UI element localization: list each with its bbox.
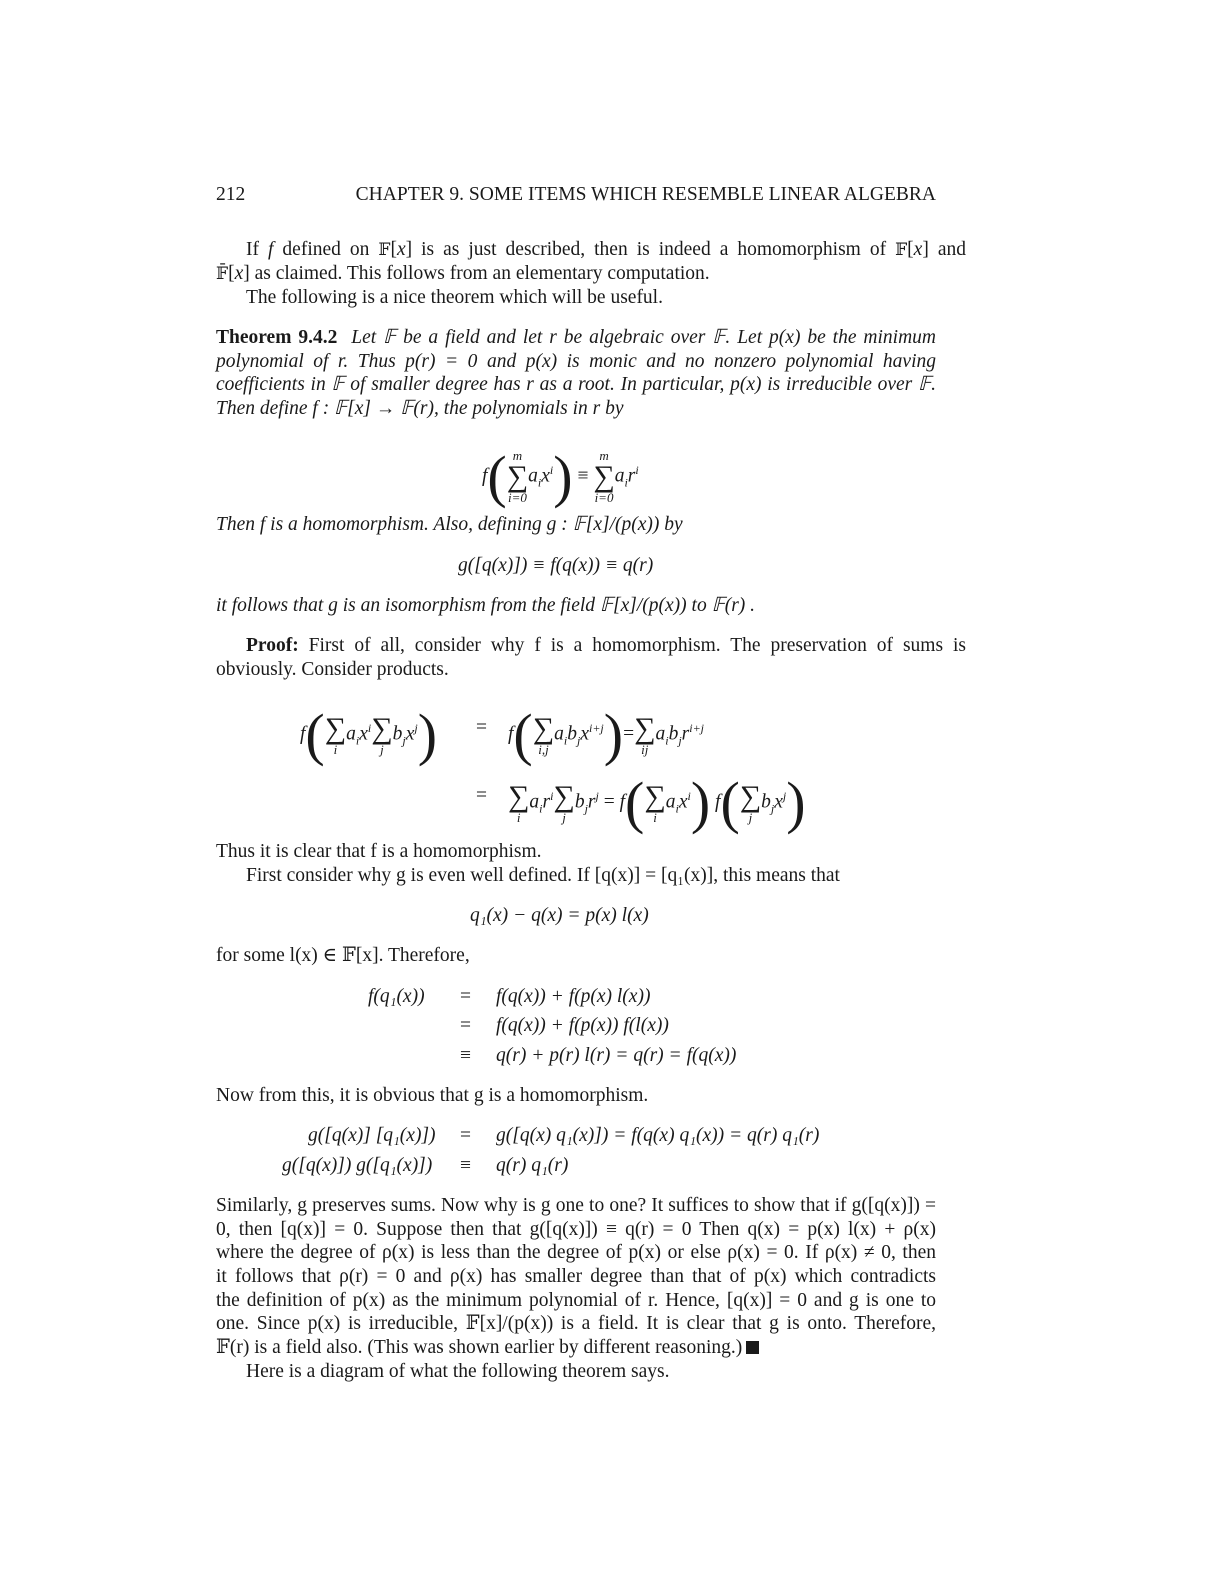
para-line-7: 𝔽(r) is a field also. (This was shown earlier by different reasoning.) [216,1336,936,1360]
equals-sign: = [460,986,471,1007]
equation-g-definition: g([q(x)]) ≡ f(q(x)) ≡ q(r) [458,555,654,576]
eq4-rhs-2: f(q(x)) + f(p(x)) f(l(x)) [496,1015,669,1036]
eq5-rhs-1: g([q(x) q₁(x)]) = f(q(x) q₁(x)) = q(r) q₁(r) [496,1125,820,1146]
theorem-line-6: it follows that g is an isomorphism from the field 𝔽[x]/(p(x)) to 𝔽(r) . [216,595,756,616]
equals-sign: = [460,1125,471,1146]
eq4-rhs-1: f(q(x)) + f(p(x) l(x)) [496,986,651,1007]
equals-sign: = [460,1015,471,1036]
eq4-lhs: f(q₁(x)) [368,986,425,1007]
equation-product-lhs: f( ∑ i $a_ix^i$ ∑ j $b_jx^j$) [300,702,438,768]
chapter-title: CHAPTER 9. SOME ITEMS WHICH RESEMBLE LINEAR ALGEBRA [355,184,936,205]
theorem-line-4: Then define f : 𝔽[x] → 𝔽(r), the polynomials in r by [216,398,624,419]
theorem-label: Theorem 9.4.2 [216,327,338,348]
eq4-rhs-3: q(r) + p(r) l(r) = q(r) = f(q(x)) [496,1045,737,1066]
para-line-3: where the degree of ρ(x) is less than the degree of p(x) or else ρ(x) = 0. If ρ(x) ≠ 0, then [216,1242,936,1263]
equiv-sign: ≡ [460,1155,471,1176]
intro-line-2: 𝔽̄[x] as claimed. This follows from an elementary computation. [216,263,710,284]
equiv-sign: ≡ [460,1045,471,1066]
proof-line-1: Proof: First of all, consider why f is a homomorphism. The preservation of sums is [246,635,966,656]
theorem-line-1: Theorem 9.4.2 Let 𝔽 be a field and let r be algebraic over 𝔽. Let p(x) be the minimum [216,327,936,348]
qed-square-icon [746,1341,759,1354]
equation-q1-difference: q₁(x) − q(x) = p(x) l(x) [470,905,649,926]
eq5-lhs-1: g([q(x)] [q₁(x)]) [308,1125,436,1146]
equation-product-rhs-1: f( ∑ i,j $a_ib_jx^{i+j})=$ ∑ ij $a_ib_jr^{i+j}$ [508,702,705,768]
proof-line-5: for some l(x) ∈ 𝔽[x]. Therefore, [216,945,470,966]
intro-line-3: The following is a nice theorem which will be useful. [246,287,663,308]
proof-line-3: Thus it is clear that f is a homomorphism. [216,841,542,862]
equals-sign: = [476,717,487,738]
proof-line-2: obviously. Consider products. [216,659,449,680]
page-number: 212 [216,184,246,205]
intro-line-1: If f defined on 𝔽[x] is as just described, then is indeed a homomorphism of 𝔽[x] and [246,239,966,260]
para-line-1: Similarly, g preserves sums. Now why is g one to one? It suffices to show that if g([q(x)]) = [216,1195,936,1216]
eq5-lhs-2: g([q(x)]) g([q₁(x)]) [282,1155,433,1176]
running-header [216,184,936,210]
proof-label: Proof: [246,635,299,656]
theorem-line-5: Then f is a homomorphism. Also, defining g : 𝔽[x]/(p(x)) by [216,514,683,535]
para-line-4: it follows that ρ(r) = 0 and ρ(x) has smaller degree than that of p(x) which contradicts [216,1266,936,1287]
equals-sign: = [476,785,487,806]
proof-line-6: Now from this, it is obvious that g is a homomorphism. [216,1085,649,1106]
proof-line-4: First consider why g is even well defined. If [q(x)] = [q₁(x)], this means that [246,865,840,886]
para-line-5: the definition of p(x) as the minimum polynomial of r. Hence, [q(x)] = 0 and g is one to [216,1290,936,1311]
equation-product-rhs-2: ∑ i $a_ir^i$ ∑ j $b_jr^j = f$( ∑ i $a_ix^i$) f( ∑ j $b_jx^j$) [508,770,806,836]
theorem-line-2: polynomial of r. Thus p(r) = 0 and p(x) is monic and no nonzero polynomial having [216,351,936,372]
para-line-2: 0, then [q(x)] = 0. Suppose then that g([q(x)]) ≡ q(r) = 0 Then q(x) = p(x) l(x) + ρ(x) [216,1219,936,1240]
eq5-rhs-2: q(r) q₁(r) [496,1155,569,1176]
para-line-6: one. Since p(x) is irreducible, 𝔽[x]/(p(x)) is a field. It is clear that g is onto. Therefore, [216,1313,936,1334]
para-line-8: Here is a diagram of what the following theorem says. [246,1361,670,1382]
equation-f-definition: f( m ∑ i=0 $a_ix^i$) ≡ m ∑ i=0 $a_ir^i$ [482,444,639,510]
theorem-line-3: coefficients in 𝔽 of smaller degree has r as a root. In particular, p(x) is irreducible over 𝔽. [216,374,936,395]
